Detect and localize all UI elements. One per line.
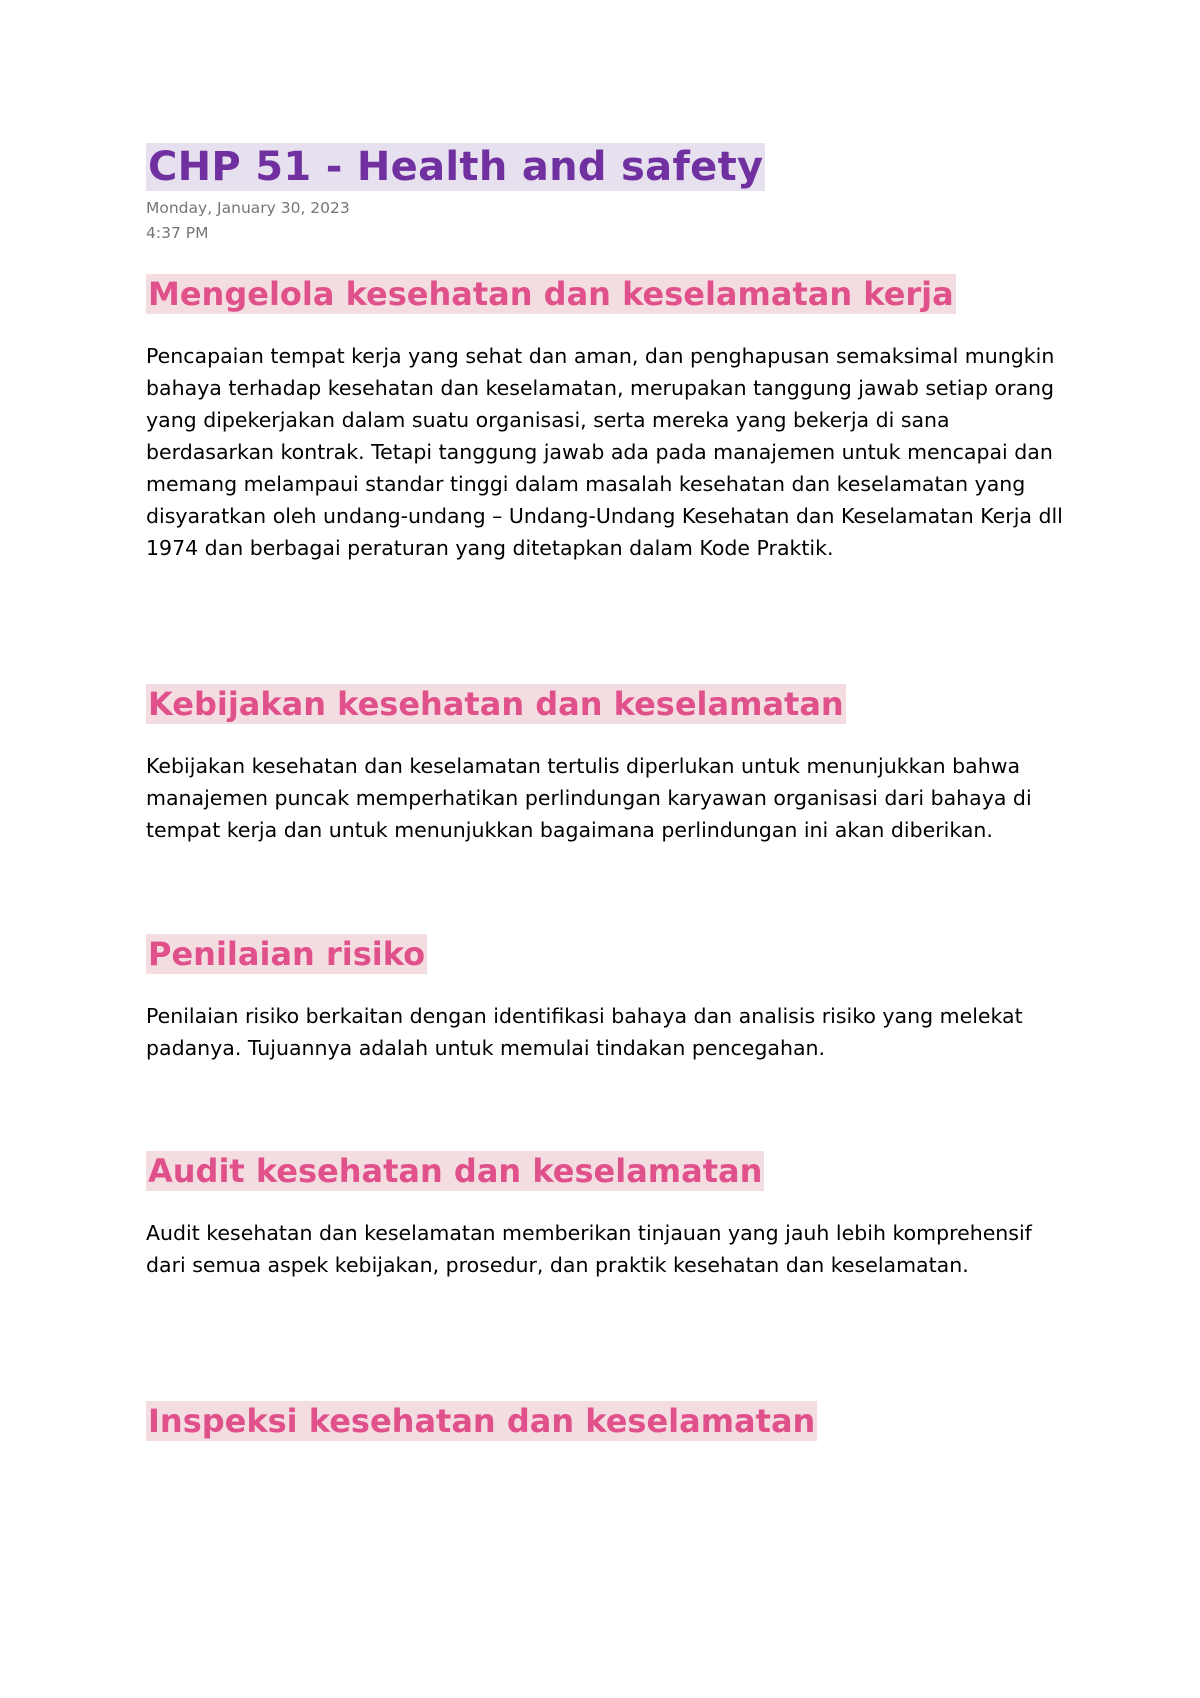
section-penilaian-risiko	[146, 934, 1086, 1064]
section-heading: Audit kesehatan dan keselamatan	[148, 1152, 763, 1190]
note-meta	[146, 196, 350, 246]
section-audit	[146, 1151, 1086, 1281]
section-kebijakan	[146, 684, 1086, 846]
section-body: Kebijakan kesehatan dan keselamatan tertulis diperlukan untuk menunjukkan bahwa manajemen puncak memperhatikan perlindungan karyawan organisasi dari bahaya di tempat kerja dan untuk menunjukkan bagaimana perlindungan ini akan diberikan.	[146, 754, 1032, 842]
section-heading: Kebijakan kesehatan dan keselamatan	[148, 685, 844, 723]
section-body: Penilaian risiko berkaitan dengan identifikasi bahaya dan analisis risiko yang melekat padanya. Tujuannya adalah untuk memulai tindakan pencegahan.	[146, 1004, 1023, 1060]
note-date: Monday, January 30, 2023	[146, 199, 350, 217]
section-mengelola	[146, 274, 1086, 564]
section-heading: Inspeksi kesehatan dan keselamatan	[148, 1402, 816, 1440]
page-title: CHP 51 - Health and safety	[148, 144, 764, 190]
section-inspeksi	[146, 1401, 1086, 1441]
title-block	[146, 143, 765, 191]
section-heading: Mengelola kesehatan dan keselamatan kerja	[148, 275, 954, 313]
note-time: 4:37 PM	[146, 224, 209, 242]
section-body: Pencapaian tempat kerja yang sehat dan aman, dan penghapusan semaksimal mungkin bahaya terhadap kesehatan dan keselamatan, merupakan tanggung jawab setiap orang yang dipekerjakan dalam suatu organisasi, serta mereka yang bekerja di sana berdasarkan kontrak. Tetapi tanggung jawab ada pada manajemen untuk mencapai dan memang melampaui standar tinggi dalam masalah kesehatan dan keselamatan yang disyaratkan oleh undang-undang – Undang-Undang Kesehatan dan Keselamatan Kerja dll 1974 dan berbagai peraturan yang ditetapkan dalam Kode Praktik.	[146, 344, 1063, 560]
section-heading: Penilaian risiko	[148, 935, 426, 973]
section-body: Audit kesehatan dan keselamatan memberikan tinjauan yang jauh lebih komprehensif dari semua aspek kebijakan, prosedur, dan praktik kesehatan dan keselamatan.	[146, 1221, 1032, 1277]
